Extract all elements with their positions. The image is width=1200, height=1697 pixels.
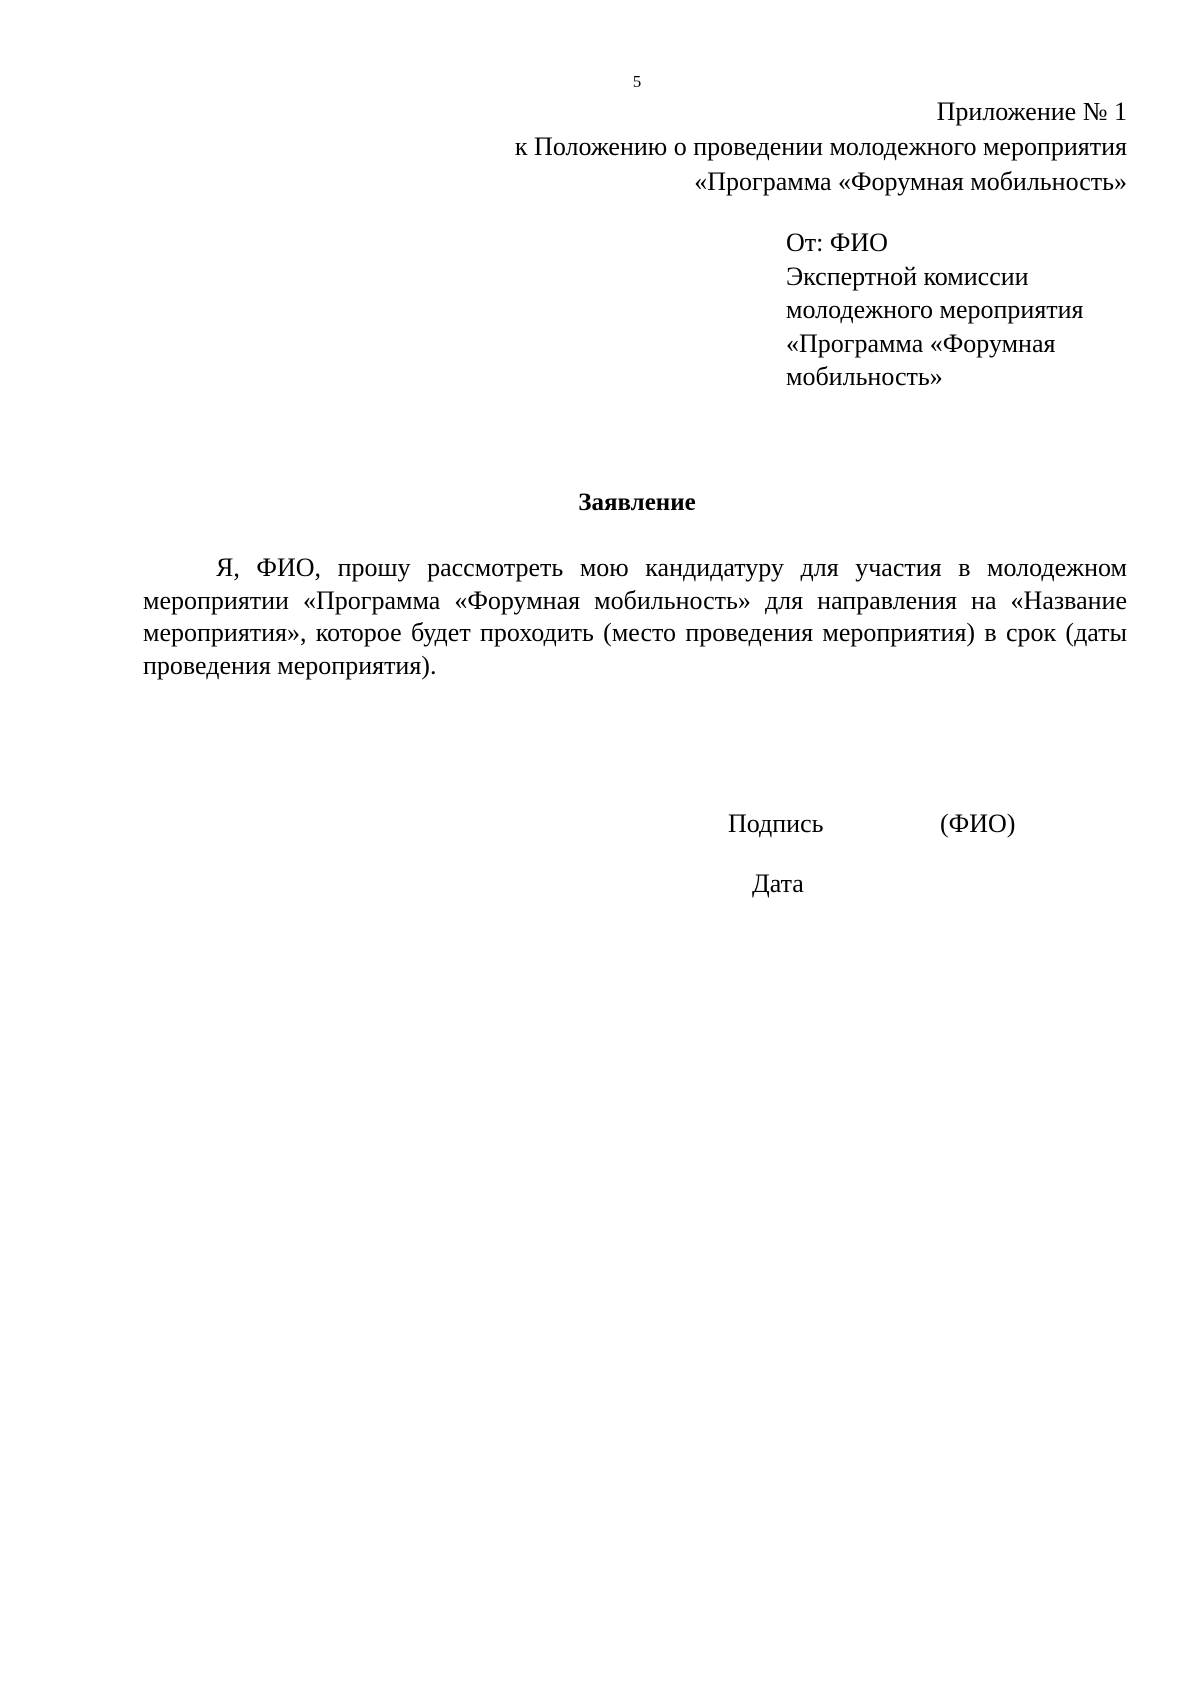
appendix-line: Приложение № 1 — [936, 97, 1127, 126]
statement-body: Я, ФИО, прошу рассмотреть мою кандидатуру для участия в молодежном мероприятии «Программа «Форумная мобильность» для направления на «Название мероприятия», которое будет проходить (место проведения мероприятия) в срок (даты проведения мероприятия). — [143, 553, 1127, 680]
signature-name: (ФИО) — [940, 809, 1016, 838]
appendix-header — [427, 94, 1127, 199]
date-label: Дата — [752, 869, 804, 898]
from-line: мобильность» — [786, 362, 943, 391]
appendix-line: «Программа «Форумная мобильность» — [694, 167, 1127, 196]
page-number: 5 — [632, 72, 642, 91]
from-block — [786, 226, 1166, 394]
from-line: От: ФИО — [786, 228, 888, 257]
document-title: Заявление — [578, 489, 696, 516]
signature-label: Подпись — [728, 809, 824, 838]
appendix-line: к Положению о проведении молодежного мероприятия — [514, 132, 1127, 161]
from-line: молодежного мероприятия — [786, 295, 1084, 324]
from-line: «Программа «Форумная — [786, 328, 1056, 358]
from-line: Экспертной комиссии — [786, 261, 1029, 291]
